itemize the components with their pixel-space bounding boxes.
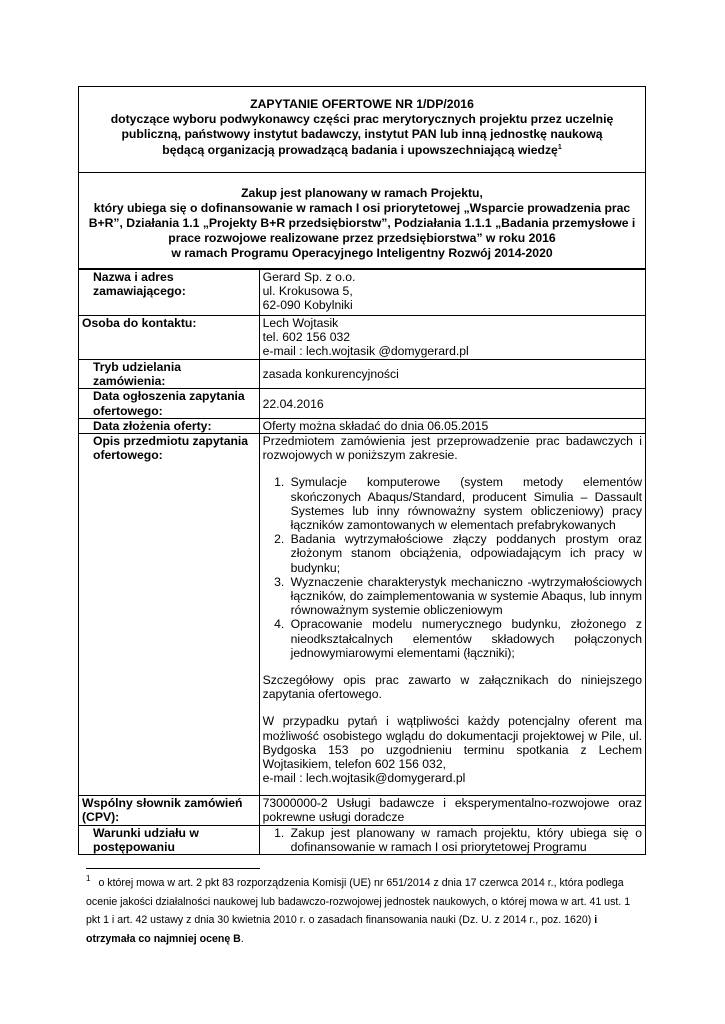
label-contact: Osoba do kontaktu: bbox=[79, 316, 260, 360]
table-row bbox=[79, 826, 646, 855]
document-header bbox=[78, 86, 646, 172]
document-page bbox=[78, 86, 646, 855]
value-conditions bbox=[259, 826, 645, 855]
scope-list bbox=[263, 475, 642, 660]
document-title: ZAPYTANIE OFERTOWE NR 1/DP/2016 bbox=[250, 97, 474, 111]
document-subtitle: dotyczące wyboru podwykonawcy części prac merytorycznych projektu przez uczelnię publiczną, państwowy instytut badawczy, instytut PAN lub inną jednostkę naukową będącą organizacją prowadzącą badania i upowszechniającą wiedzę$^1$ bbox=[110, 112, 614, 157]
footnote-bold: i otrzymała co najmniej ocenę B bbox=[86, 914, 598, 945]
label-name-address: Nazwa i adres zamawiającego: bbox=[79, 270, 260, 316]
project-line-2: który ubiega się o dofinansowanie w ramach I osi priorytetowej „Wsparcie prowadzenia prac B+R”, Działania 1.1 „Projekty B+R przedsiębiorstw”, Podziałania 1.1.1 „Badania przemysłowe i prace rozwojowe realizowane przez przedsiębiorstwa” w roku 2016 bbox=[88, 200, 636, 245]
table-row bbox=[79, 270, 646, 316]
label-conditions: Warunki udziału w postępowaniu bbox=[79, 826, 260, 855]
label-announce-date: Data ogłoszenia zapytania ofertowego: bbox=[79, 389, 260, 418]
list-item: 3. Wyznaczenie charakterystyk mechaniczno -wytrzymałościowych łączników, do zaimplementowania w systemie Abaqus, lub innym równoważnym systemie obliczeniowym bbox=[288, 575, 642, 618]
description-questions: W przypadku pytań i wątpliwości każdy potencjalny oferent ma możliwość osobistego wglądu do dokumentacji projektowej w Pile, ul. Bydgoska 153 po uzgodnieniu terminu spotkania z Lechem Wojtasikiem, telefon 602 156 032, bbox=[262, 714, 642, 772]
table-row bbox=[79, 434, 646, 796]
value-name-address: Gerard Sp. z o.o. ul. Krokusowa 5, 62-090 Kobylniki bbox=[259, 270, 645, 316]
table-row bbox=[79, 796, 646, 826]
footnote: $^1$ o której mowa w art. 2 pkt 83 rozporządzenia Komisji (UE) nr 651/2014 z dnia 17 czerwca 2014 r., która podlega ocenie jakości działalności naukowej lub badawczo-rozwojowej jednostek naukowych, o której mowa w art. 41 ust. 1 pkt 1 i art. 42 ustawy z dnia 30 kwietnia 2010 r. o zasadach finansowania nauki (Dz. U. z 2014 r., poz. 1620) i otrzymała co najmniej ocenę B. bbox=[86, 874, 631, 945]
table-row bbox=[79, 316, 646, 360]
table-row bbox=[79, 418, 646, 433]
value-announce-date: 22.04.2016 bbox=[259, 389, 645, 418]
footnote-ref: 1 bbox=[557, 143, 562, 151]
conditions-list bbox=[263, 826, 642, 854]
table-row bbox=[79, 360, 646, 389]
list-item: 4. Opracowanie modelu numerycznego budynku, złożonego z nieodkształcalnych elementów składowych połączonych jednowymiarowymi elementami (łączniki); bbox=[288, 617, 642, 660]
label-cpv: Wspólny słownik zamówień (CPV): bbox=[79, 796, 260, 826]
description-email[interactable]: e-mail : lech.wojtasik@domygerard.pl bbox=[262, 771, 466, 786]
list-item: 1. Zakup jest planowany w ramach projektu, który ubiega się o dofinansowanie w ramach I osi priorytetowej Programu bbox=[288, 826, 642, 854]
list-item: 1. Symulacje komputerowe (system metody elementów skończonych Abaqus/Standard, producent Simulia – Dassault Systemes lub inny równoważny system obliczeniowy) pracy łączników zamontowanych w elementach prefabrykowanych bbox=[288, 475, 642, 532]
footnote-text: o której mowa w art. 2 pkt 83 rozporządzenia Komisji (UE) nr 651/2014 z dnia 17 czerwca 2014 r., która podlega ocenie jakości działalności naukowej lub badawczo-rozwojowej jednostek naukowych, o której mowa w art. 41 ust. 1 pkt 1 i art. 42 ustawy z dnia 30 kwietnia 2010 r. o zasadach finansowania nauki (Dz. U. z 2014 r., poz. 1620) bbox=[86, 877, 631, 927]
details-table bbox=[78, 269, 646, 855]
project-info bbox=[78, 172, 646, 269]
footnote-number: 1 bbox=[86, 874, 91, 883]
contact-email[interactable]: e-mail : lech.wojtasik @domygerard.pl bbox=[262, 344, 469, 359]
label-mode: Tryb udzielania zamówienia: bbox=[79, 360, 260, 389]
value-mode: zasada konkurencyjności bbox=[259, 360, 645, 389]
footnote-separator bbox=[86, 868, 260, 869]
table-row bbox=[79, 389, 646, 418]
value-cpv: 73000000-2 Usługi badawcze i eksperymentalno-rozwojowe oraz pokrewne usługi doradcze bbox=[259, 796, 645, 826]
value-contact: Lech Wojtasik tel. 602 156 032 e-mail : lech.wojtasik @domygerard.pl bbox=[259, 316, 645, 360]
description-details: Szczegółowy opis prac zawarto w załącznikach do niniejszego zapytania ofertowego. bbox=[262, 673, 642, 702]
label-description: Opis przedmiotu zapytania ofertowego: bbox=[79, 434, 260, 796]
description-intro: Przedmiotem zamówienia jest przeprowadzenie prac badawczych i rozwojowych w poniższym zakresie. bbox=[262, 434, 642, 463]
value-description bbox=[259, 434, 645, 796]
label-deadline: Data złożenia oferty: bbox=[79, 418, 260, 433]
value-deadline: Oferty można składać do dnia 06.05.2015 bbox=[259, 418, 645, 433]
project-line-3: w ramach Programu Operacyjnego Inteligentny Rozwój 2014-2020 bbox=[171, 245, 553, 260]
list-item: 2. Badania wytrzymałościowe złączy poddanych prostym oraz złożonym stanom obciążenia, odpowiadającym ich pracy w budynku; bbox=[288, 532, 642, 575]
project-line-1: Zakup jest planowany w ramach Projektu, bbox=[241, 186, 483, 200]
